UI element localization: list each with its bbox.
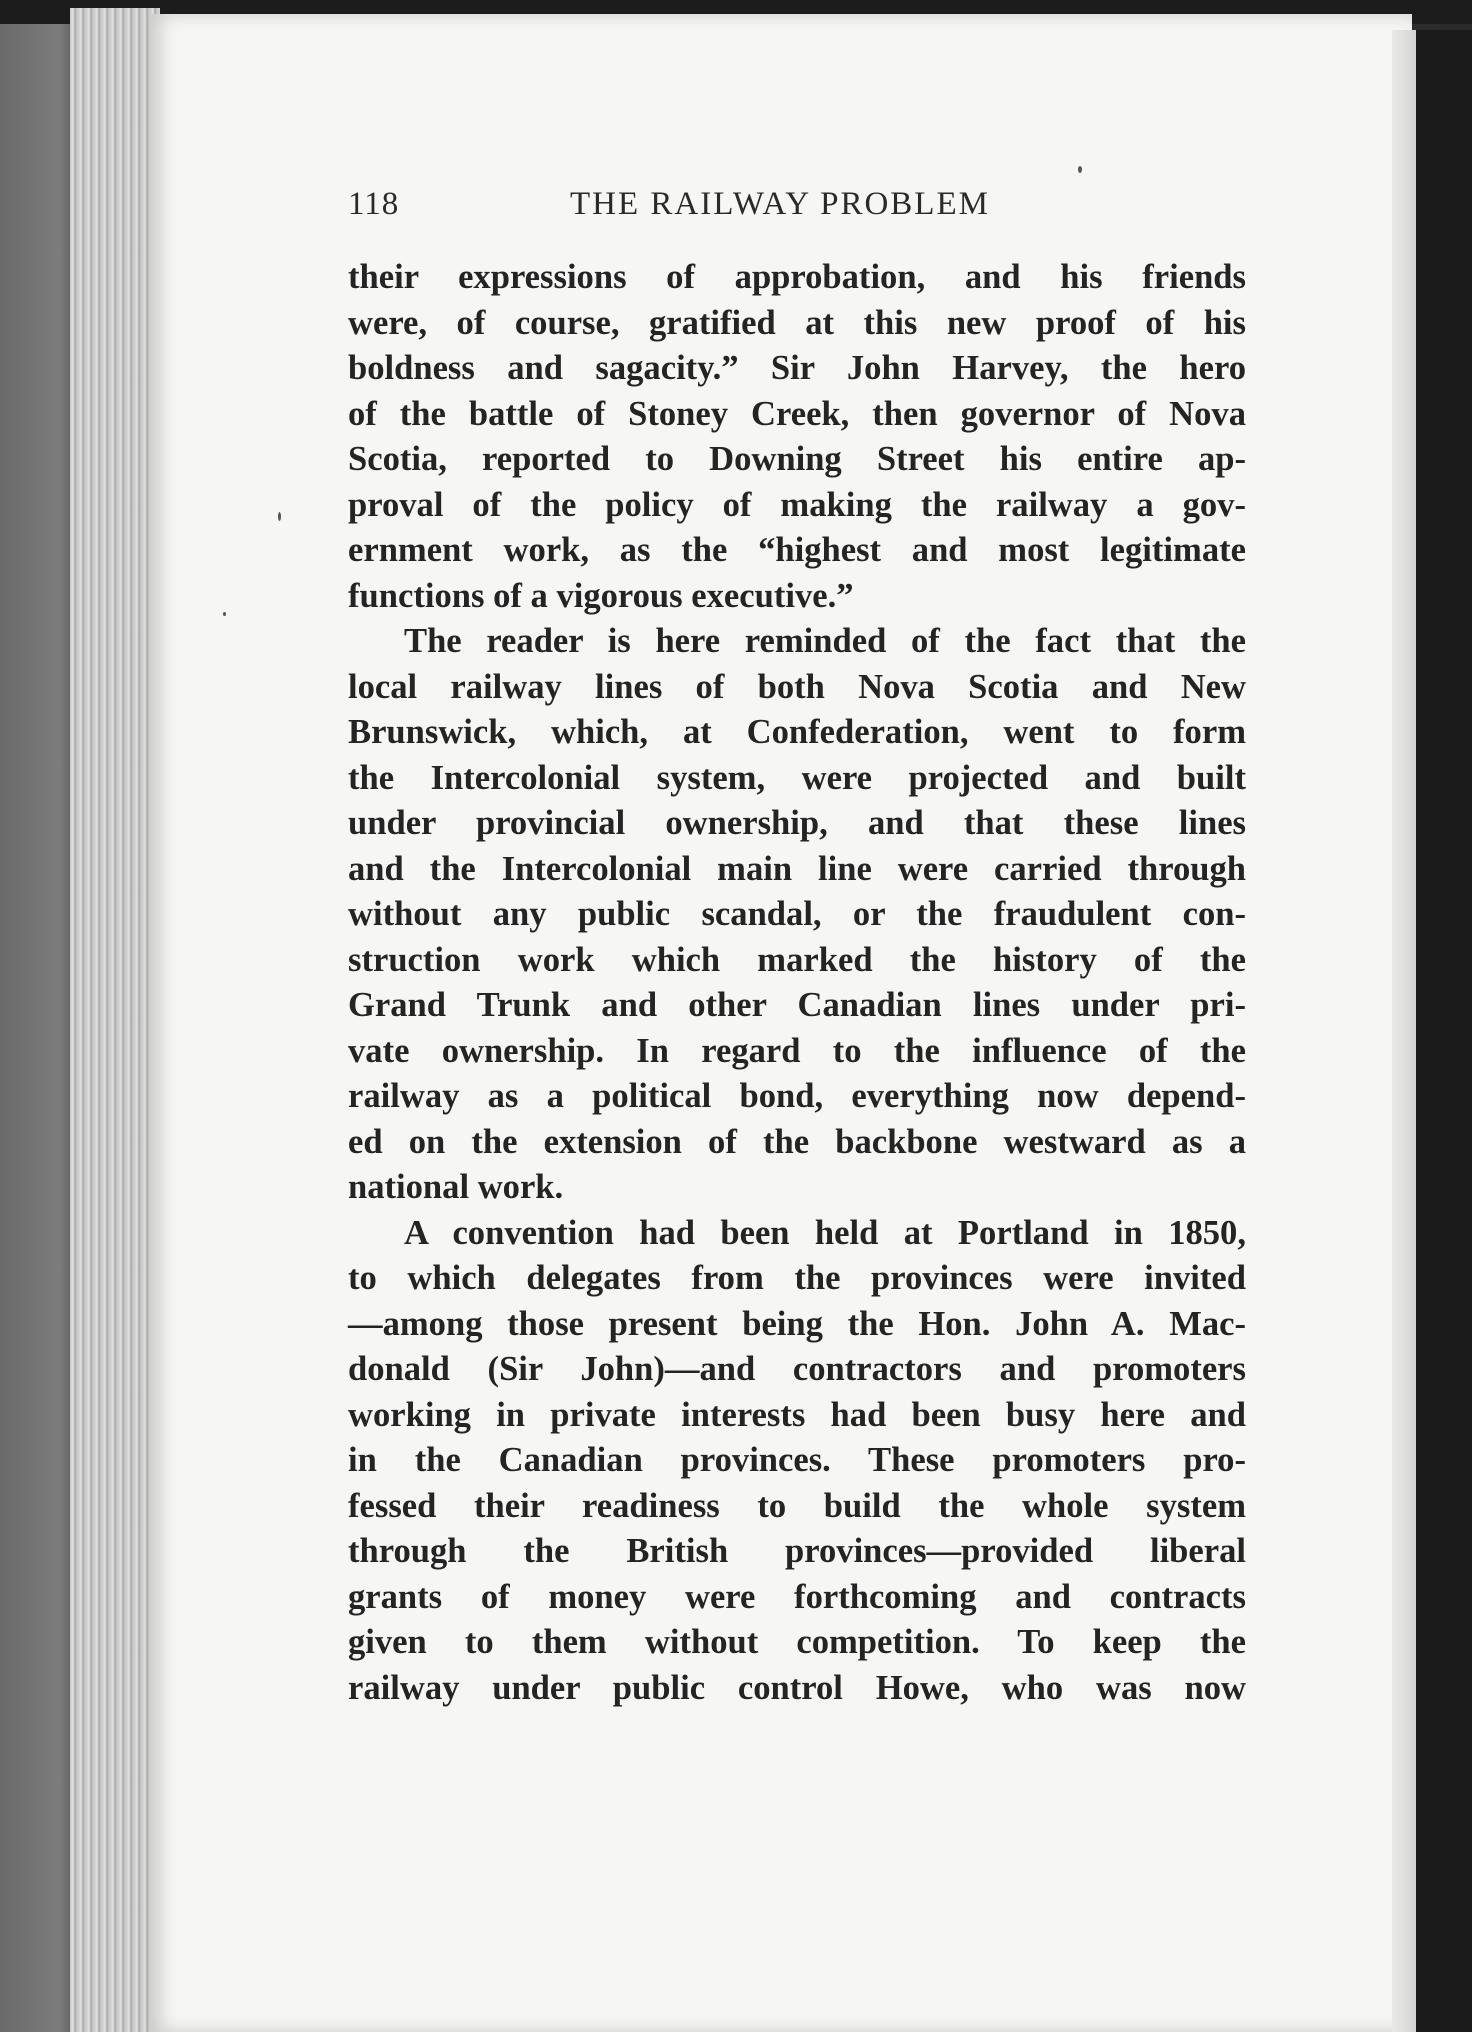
scan-right-border (1416, 30, 1472, 2032)
text-line: under provincial ownership, and that these lines (348, 804, 1246, 842)
text-line: national work. (348, 1168, 564, 1206)
text-line: struction work which marked the history of the (348, 940, 1246, 979)
text-line: railway as a political bond, everything now depend- (348, 1077, 1246, 1115)
text-line: working in private interests had been busy here and (348, 1395, 1246, 1434)
scan-speck (278, 512, 281, 521)
text-line: through the British provinces—provided liberal (348, 1532, 1246, 1570)
text-line: their expressions of approbation, and his friends (348, 258, 1246, 296)
text-line: vate ownership. In regard to the influence of the (348, 1031, 1246, 1070)
text-line: donald (Sir John)—and contractors and promoters (348, 1350, 1246, 1388)
text-line: fessed their readiness to build the whole system (348, 1486, 1246, 1525)
running-head: THE RAILWAY PROBLEM (570, 186, 990, 222)
text-line: were, of course, gratified at this new proof of his (348, 303, 1246, 342)
facing-page-edge (1392, 30, 1416, 2032)
text-line: railway under public control Howe, who was now (348, 1668, 1246, 1707)
page-number: 118 (348, 186, 400, 222)
text-line: and the Intercolonial main line were carried through (348, 849, 1246, 888)
scan-speck (223, 612, 226, 616)
text-line: given to them without competition. To keep the (348, 1623, 1246, 1661)
book-page-edges (70, 8, 160, 2032)
body-text (348, 255, 1246, 1711)
text-line: —among those present being the Hon. John A. Mac- (348, 1304, 1246, 1343)
text-line: to which delegates from the provinces were invited (348, 1259, 1246, 1297)
text-line: without any public scandal, or the fraudulent con- (348, 895, 1246, 933)
text-line: ernment work, as the “highest and most legitimate (348, 531, 1246, 569)
text-line: local railway lines of both Nova Scotia and New (348, 667, 1246, 706)
text-line: Grand Trunk and other Canadian lines under pri- (348, 986, 1246, 1024)
text-line: A convention had been held at Portland in 1850, (404, 1213, 1246, 1252)
text-line: boldness and sagacity.” Sir John Harvey, the hero (348, 349, 1246, 387)
text-line: the Intercolonial system, were projected and built (348, 758, 1246, 797)
text-line: Brunswick, which, at Confederation, went to form (348, 713, 1246, 751)
text-line: functions of a vigorous executive.” (348, 576, 854, 615)
text-line: proval of the policy of making the railway a gov- (348, 485, 1246, 524)
page-header (348, 186, 1248, 236)
text-line: ed on the extension of the backbone westward as a (348, 1122, 1246, 1161)
text-line: Scotia, reported to Downing Street his entire ap- (348, 440, 1246, 478)
text-line: in the Canadian provinces. These promoters pro- (348, 1441, 1246, 1479)
text-line: of the battle of Stoney Creek, then governor of Nova (348, 394, 1246, 433)
scan-speck (1078, 166, 1082, 173)
text-line: The reader is here reminded of the fact that the (404, 622, 1246, 660)
text-line: grants of money were forthcoming and contracts (348, 1577, 1246, 1616)
